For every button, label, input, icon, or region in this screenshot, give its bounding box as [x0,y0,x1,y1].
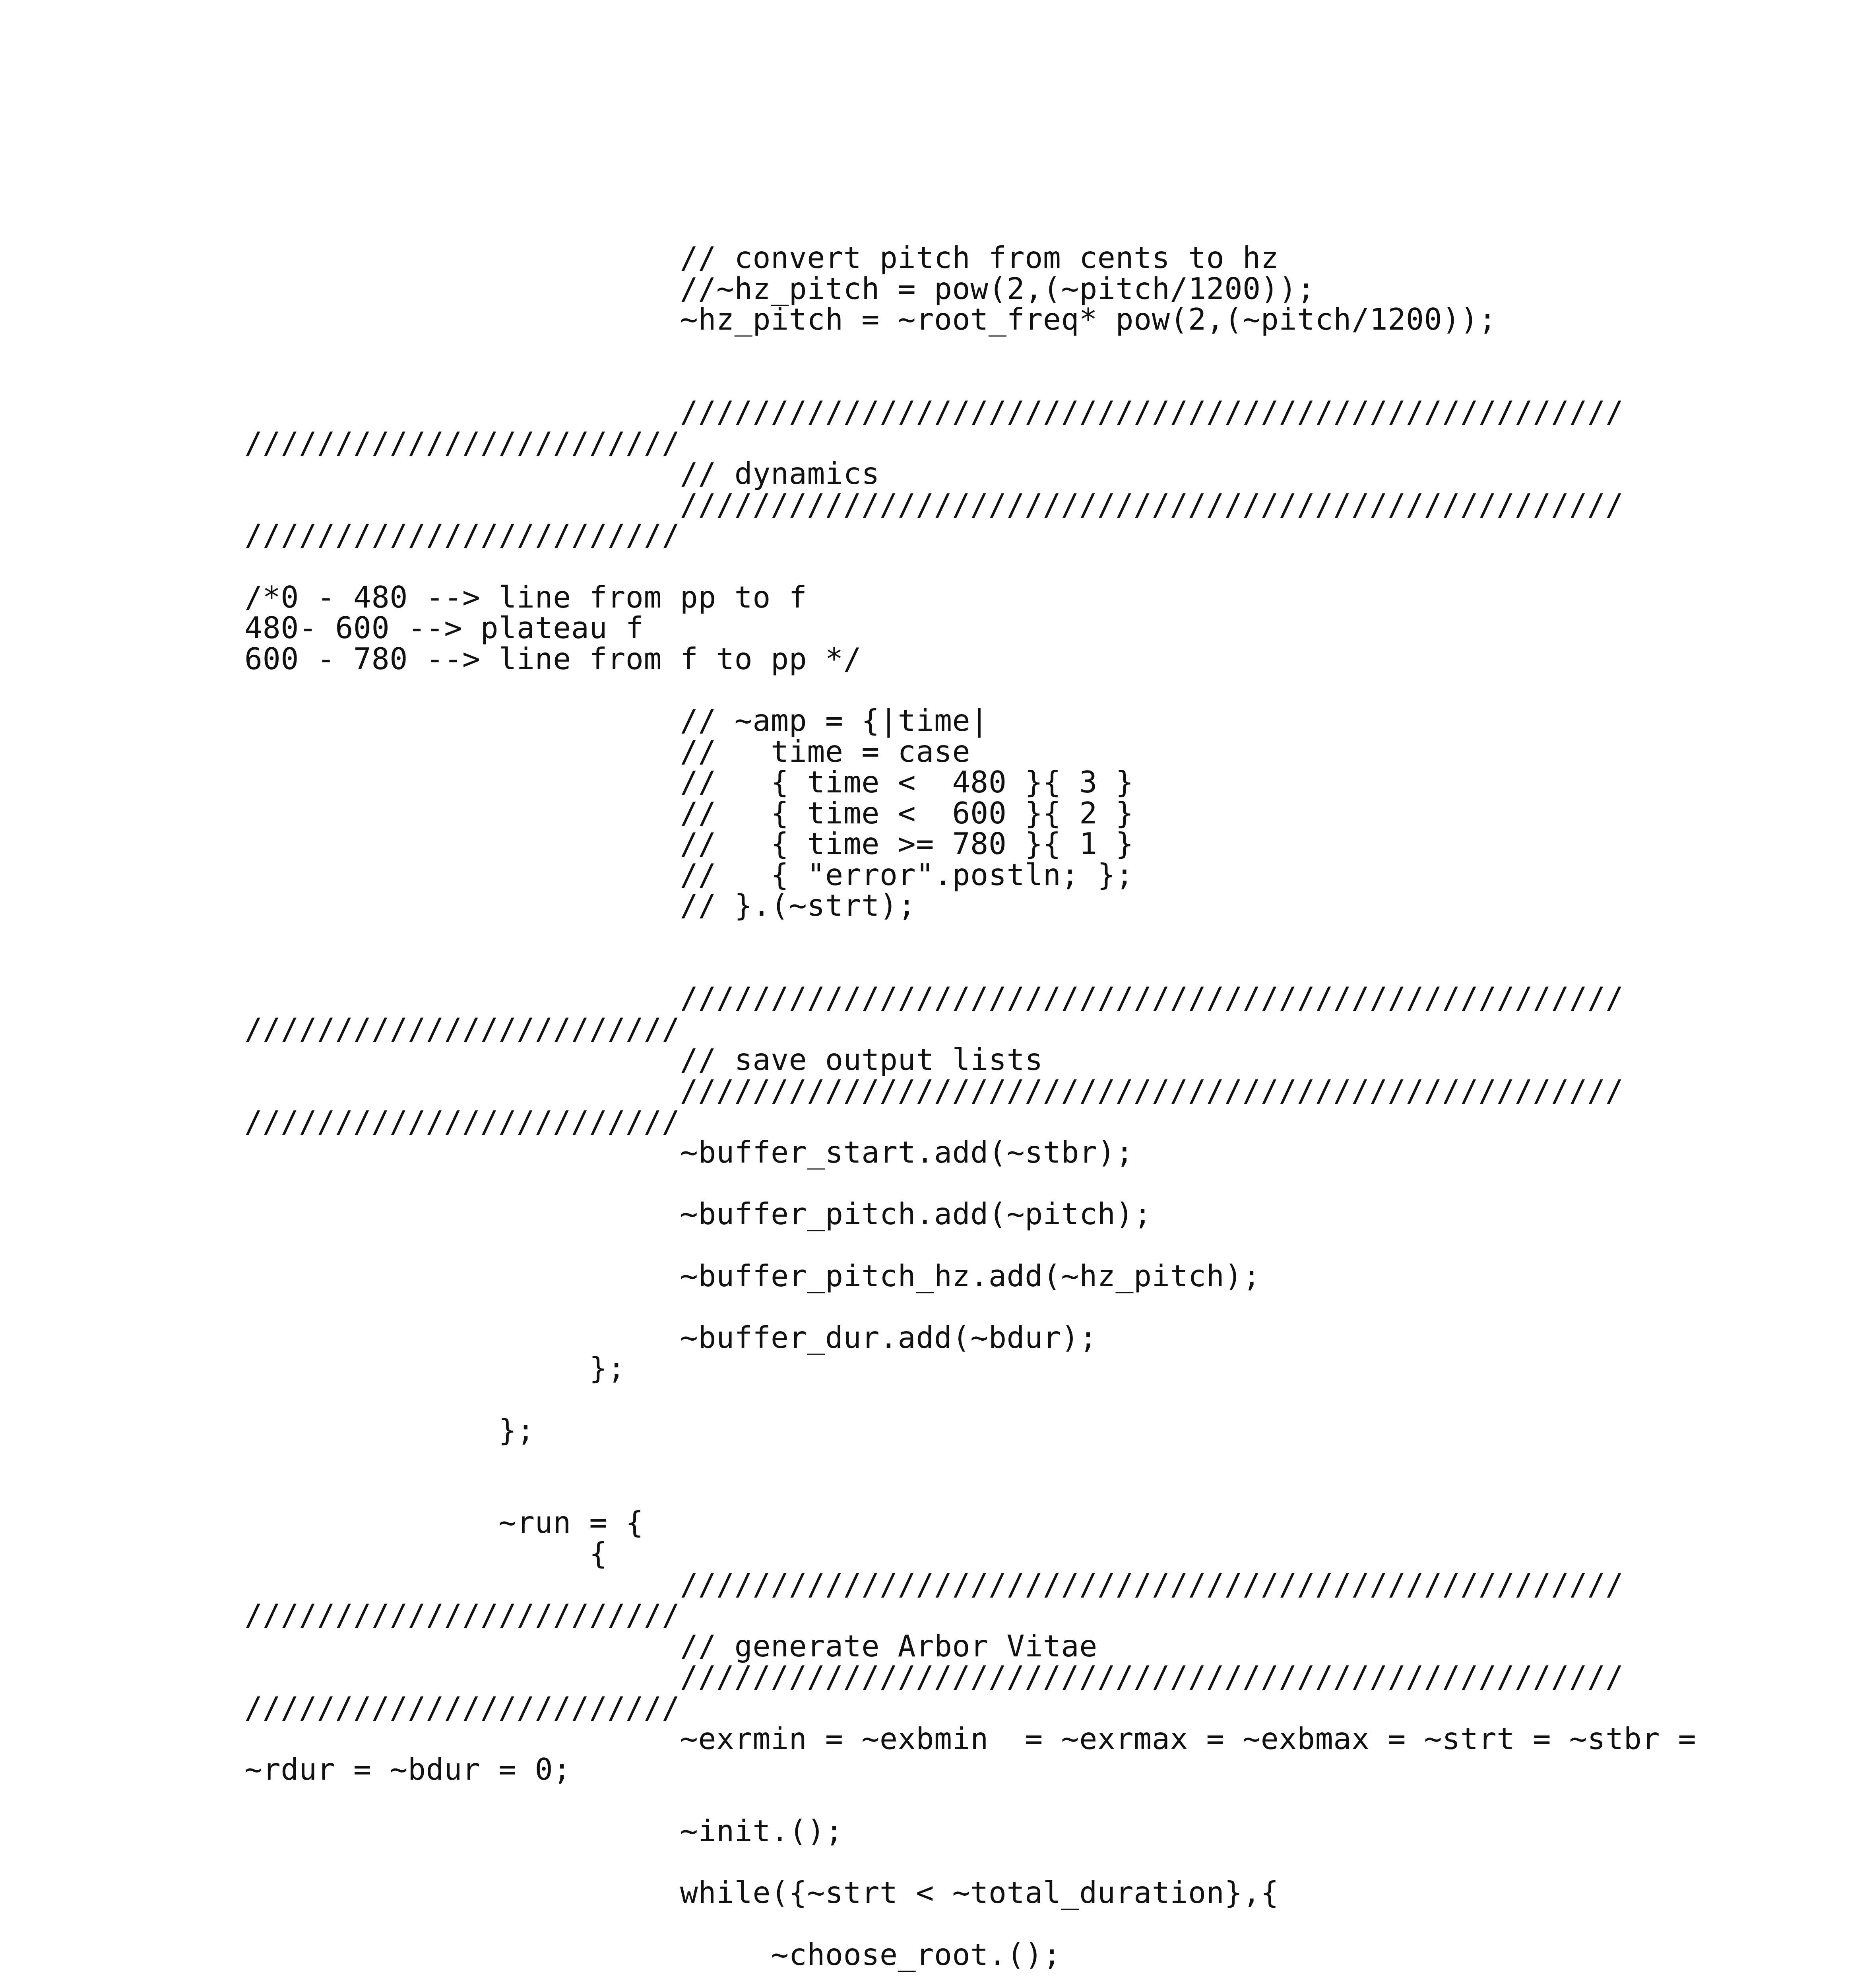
code-line-indent [244,456,680,491]
code-line [244,1137,1696,1168]
code-line-text: // { time >= 780 }{ 1 } [680,826,1134,862]
code-line [244,1659,1696,1695]
code-line-text: ~rdur = ~bdur = 0; [244,1752,571,1787]
code-line [244,366,1696,397]
code-line-text: // { time < 480 }{ 3 } [680,765,1134,800]
code-line-text: }; [498,1412,535,1448]
code-line [244,1011,1696,1046]
code-line-indent [244,1629,680,1664]
code-line-text: //////////////////////////////////////////////////// [680,1659,1624,1695]
code-line-indent [244,980,680,1015]
code-line [244,1538,1696,1569]
code-line-text: ~buffer_pitch_hz.add(~hz_pitch); [680,1258,1261,1293]
code-line [244,489,1696,520]
code-line-text: //~hz_pitch = pow(2,(~pitch/1200)); [680,271,1315,306]
code-line [244,610,1696,646]
code-line [244,1569,1696,1600]
code-line-text: // convert pitch from cents to hz [680,240,1279,275]
code-line-text: ~exrmin = ~exbmin = ~exrmax = ~exbmax = ~strt = ~stbr = [680,1721,1697,1756]
code-line-text: //////////////////////////////////////////////////// [680,487,1624,522]
code-line [244,1939,1696,1971]
code-line-text: while({~strt < ~total_duration},{ [680,1875,1279,1910]
code-line [244,1291,1696,1322]
code-line-text: // { time < 600 }{ 2 } [680,795,1134,831]
code-line-indent [244,888,680,923]
code-line [244,1970,1696,1988]
code-line [244,458,1696,489]
code-line-text: //////////////////////// [244,425,680,460]
code-line [244,736,1696,767]
code-line [244,1412,1696,1448]
code-line-text: ~choose_root.(); [770,1937,1061,1972]
code-line-text: //////////////////////// [244,518,680,553]
code-line [244,1353,1696,1384]
code-line-indent [244,1413,498,1448]
code-line [244,1446,1696,1477]
code-line-text: // { "error".postln; }; [680,857,1134,892]
code-line [244,551,1696,582]
code-line [244,1230,1696,1261]
code-line-text: // time = case [680,734,971,769]
code-line [244,520,1696,551]
code-line-text: //////////////////////// [244,1690,680,1725]
code-line-indent [244,1042,680,1077]
code-line-indent [244,271,680,306]
code-line [244,304,1696,335]
code-line-indent [244,394,680,429]
code-line [244,1507,1696,1538]
code-line-indent [244,1073,680,1108]
code-line-text: ~buffer_start.add(~stbr); [680,1135,1134,1170]
code-listing [244,240,1697,1988]
code-line [244,394,1696,429]
code-line [244,767,1696,798]
code-line-text: 600 - 780 --> line from f to pp */ [244,641,862,676]
code-line [244,1754,1696,1785]
code-line-indent [244,1937,771,1972]
code-line-indent [244,1351,589,1386]
code-line-text: //////////////////////////////////////////////////// [680,394,1624,429]
code-line [244,1908,1696,1939]
code-line-text: ~buffer_pitch.add(~pitch); [680,1196,1152,1232]
code-line-indent [244,1875,680,1910]
code-line [244,1628,1696,1664]
code-line [244,579,1696,615]
code-line [244,921,1696,952]
code-line-indent [244,1135,680,1170]
code-line [244,1196,1696,1232]
code-line-text: /*0 - 480 --> line from pp to f [244,579,807,615]
code-line [244,674,1696,705]
code-line [244,1322,1696,1353]
code-line [244,980,1696,1016]
code-line-indent [244,1813,680,1848]
code-line-text: ~init.(); [680,1813,843,1849]
code-line-text: { [589,1536,608,1571]
code-line [244,1813,1696,1849]
code-line-text: //////////////////////////////////////////////////// [680,980,1624,1016]
code-line [244,1785,1696,1816]
code-line [244,1600,1696,1631]
code-line [244,795,1696,831]
code-line-text: 480- 600 --> plateau f [244,610,644,646]
code-line-text: // dynamics [680,456,880,491]
code-line [244,857,1696,892]
code-line-text: // ~amp = {|time| [680,703,989,738]
code-line-indent [244,487,680,522]
code-line-indent [244,1567,680,1602]
code-line-indent [244,1196,680,1231]
code-line-indent [244,1505,498,1540]
code-line [244,1877,1696,1908]
code-line-text: ~hz_pitch = ~root_freq* pow(2,(~pitch/1200)); [680,302,1497,337]
code-line-indent [244,857,680,892]
code-line-text: //////////////////////////////////////////////////// [680,1073,1624,1109]
code-line-text: ~buffer_dur.add(~bdur); [680,1320,1097,1355]
code-line [244,1168,1696,1199]
code-line [244,641,1696,676]
code-line [244,425,1696,460]
code-line-indent [244,240,680,275]
code-line [244,890,1696,921]
code-line [244,1477,1696,1508]
code-line-indent [244,1536,589,1571]
code-line [244,335,1696,366]
code-line [244,1044,1696,1076]
code-line [244,1721,1697,1756]
code-line-text: //////////////////////////////////////////////////// [680,1567,1624,1602]
code-line-text: }; [589,1351,626,1386]
code-line-text: // save output lists [680,1042,1043,1077]
code-line [244,1690,1696,1725]
code-line-text: //////////////////////// [244,1598,680,1633]
code-line-indent [244,765,680,800]
code-line [244,705,1696,736]
code-line [244,952,1696,983]
code-line [244,240,1696,275]
code-line [244,1847,1696,1878]
code-line-indent [244,826,680,861]
code-line [244,1258,1696,1293]
code-line [244,1073,1696,1109]
code-line-indent [244,302,680,337]
code-line-indent [244,734,680,769]
code-line-text: // }.(~strt); [680,888,916,923]
code-line-indent [244,703,680,738]
code-line-indent [244,1721,680,1756]
code-line-text: // generate Arbor Vitae [680,1628,1097,1664]
code-line [244,1384,1696,1415]
code-line-indent [244,1659,680,1694]
code-line-text: //////////////////////// [244,1104,680,1139]
code-line [244,271,1696,306]
code-line-indent [244,1258,680,1293]
code-line-indent [244,1320,680,1355]
code-line-text: //////////////////////// [244,1011,680,1046]
code-line-text: ~run = { [498,1505,644,1540]
code-line-indent [244,796,680,831]
code-line [244,1104,1696,1139]
code-line [244,826,1696,862]
